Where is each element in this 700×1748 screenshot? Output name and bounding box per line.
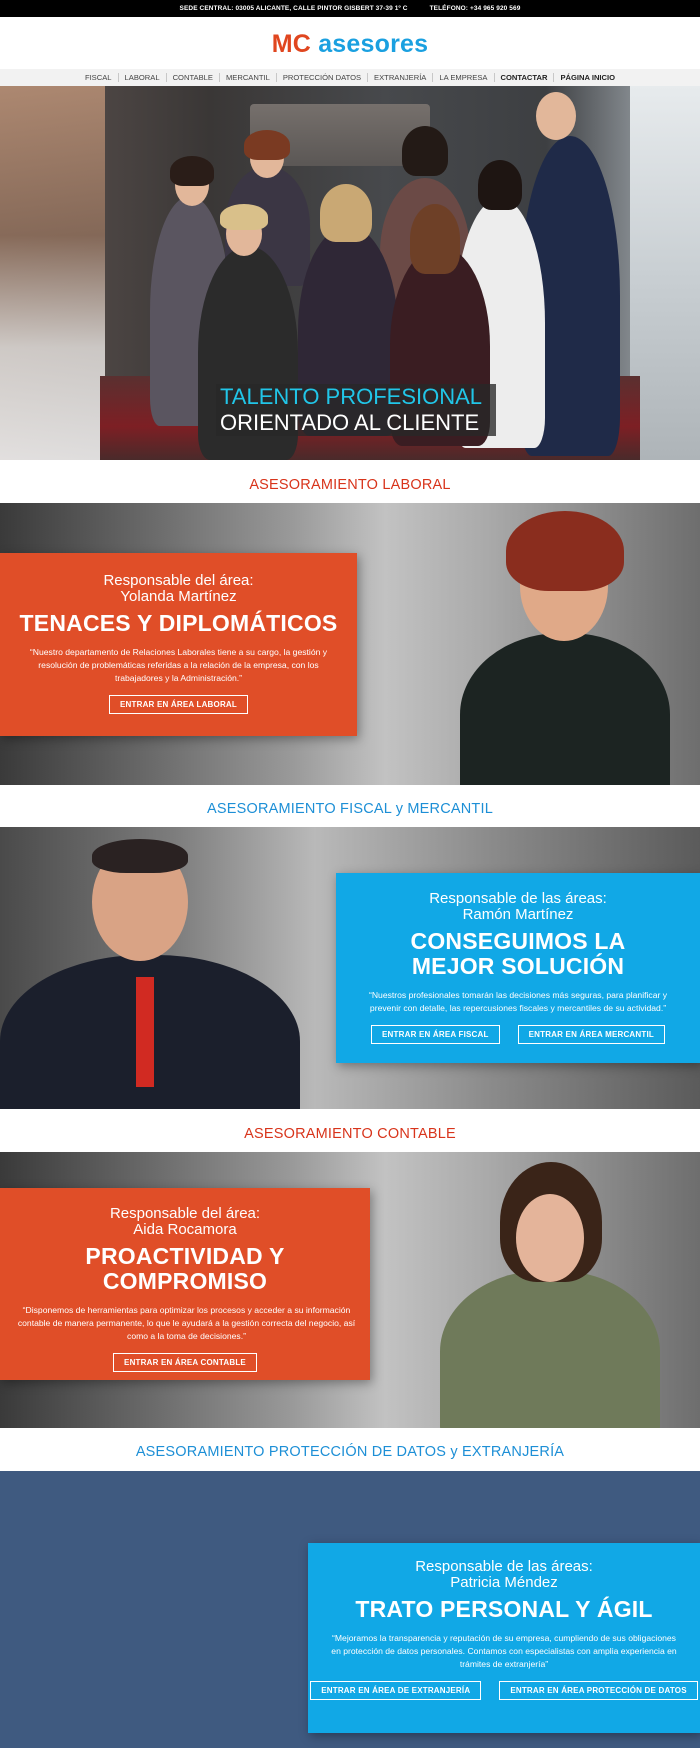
section-title-proteccion-extranjeria: ASESORAMIENTO PROTECCIÓN DE DATOS y EXTRANJERÍA <box>135 1444 565 1460</box>
band-fiscal-mercantil <box>0 827 700 1109</box>
card-responsible-name: Aida Rocamora <box>133 1221 237 1238</box>
portrait-tie <box>136 977 154 1087</box>
card-responsible-name: Yolanda Martínez <box>120 588 237 605</box>
portrait-yolanda <box>440 503 700 785</box>
person-hair <box>244 130 290 160</box>
band-contable <box>0 1152 700 1428</box>
portrait-hair <box>506 511 624 591</box>
person-head <box>536 92 576 140</box>
logo[interactable] <box>0 30 700 59</box>
hero-left-wall <box>0 86 105 460</box>
nav-item-laboral[interactable]: LABORAL <box>118 73 166 82</box>
main-nav <box>0 69 700 86</box>
card-responsible-label: Responsable del área: <box>103 572 254 589</box>
hero-caption-line-2: ORIENTADO AL CLIENTE <box>216 410 496 436</box>
hero-right-wall <box>630 86 700 460</box>
enter-laboral-button[interactable]: ENTRAR EN ÁREA LABORAL <box>109 695 248 714</box>
card-laboral <box>0 553 357 736</box>
nav-item-mercantil[interactable]: MERCANTIL <box>219 73 276 82</box>
nav-item-la-empresa[interactable]: LA EMPRESA <box>432 73 493 82</box>
card-proteccion-extranjeria <box>308 1543 700 1733</box>
card-responsible-name: Ramón Martínez <box>462 906 574 923</box>
nav-item-contable[interactable]: CONTABLE <box>166 73 219 82</box>
card-responsible-label: Responsable del área: <box>109 1205 261 1222</box>
hero-team-photo <box>0 86 700 460</box>
card-headline: TRATO PERSONAL Y ÁGIL <box>355 1596 653 1622</box>
enter-mercantil-button[interactable]: ENTRAR EN ÁREA MERCANTIL <box>518 1025 665 1044</box>
card-headline: TENACES Y DIPLOMÁTICOS <box>19 610 338 636</box>
logo-mc: MC <box>271 30 312 58</box>
band-proteccion-extranjeria <box>0 1471 700 1748</box>
phone-text[interactable]: TELÉFONO: +34 965 920 569 <box>429 5 521 12</box>
hero-caption <box>216 384 496 436</box>
card-quote: “Nuestros profesionales tomarán las decisiones más seguras, para planificar y prevenir con detalle, las repercusiones fiscales y mercantiles de su actividad.” <box>368 990 668 1013</box>
portrait-body <box>440 1270 660 1428</box>
nav-item-fiscal[interactable]: FISCAL <box>84 73 112 82</box>
card-responsible-name: Patricia Méndez <box>450 1574 558 1591</box>
portrait-hair <box>92 839 188 873</box>
address-text: SEDE CENTRAL: 03005 ALICANTE, CALLE PINTOR GISBERT 37-39 1º C <box>179 5 408 12</box>
card-quote: “Mejoramos la transparencia y reputación de su empresa, cumpliendo de sus obligaciones en protección de datos personales. Contamos con especialistas con amplia experiencia en trámites de extranjería” <box>331 1633 677 1669</box>
top-info-bar <box>0 0 700 17</box>
section-title-contable: ASESORAMIENTO CONTABLE <box>244 1126 456 1142</box>
nav-item-extranjeria[interactable]: EXTRANJERÍA <box>367 73 432 82</box>
person-hair <box>170 156 214 186</box>
portrait-aida <box>430 1152 700 1428</box>
logo-asesores: asesores <box>318 30 429 58</box>
card-fiscal-mercantil <box>336 873 700 1063</box>
enter-contable-button[interactable]: ENTRAR EN ÁREA CONTABLE <box>113 1353 257 1372</box>
nav-item-contactar[interactable]: CONTACTAR <box>494 73 554 82</box>
card-headline: CONSEGUIMOS LA MEJOR SOLUCIÓN <box>410 928 626 979</box>
card-responsible-label: Responsable de las áreas: <box>415 1558 593 1575</box>
person-hair <box>220 204 268 230</box>
portrait-ramon <box>0 827 320 1109</box>
person-hair <box>410 204 460 274</box>
card-quote: “Disponemos de herramientas para optimizar los procesos y acceder a su información contable de manera permanente, lo que le ayudará a la gestión correcta del negocio, así como a la toma de decisiones.” <box>17 1305 356 1341</box>
card-quote: “Nuestro departamento de Relaciones Laborales tiene a su cargo, la gestión y resolución de problemáticas referidas a la relación de la empresa, con los trabajadores y la Administración.” <box>29 647 328 683</box>
person-hair <box>320 184 372 242</box>
section-title-laboral: ASESORAMIENTO LABORAL <box>249 477 451 493</box>
hero-caption-line-1: TALENTO PROFESIONAL <box>216 384 496 410</box>
enter-proteccion-datos-button[interactable]: ENTRAR EN ÁREA PROTECCIÓN DE DATOS <box>499 1681 697 1700</box>
card-headline: PROACTIVIDAD Y COMPROMISO <box>85 1243 285 1294</box>
card-contable <box>0 1188 370 1380</box>
card-responsible-label: Responsable de las áreas: <box>429 890 607 907</box>
enter-extranjeria-button[interactable]: ENTRAR EN ÁREA DE EXTRANJERÍA <box>310 1681 481 1700</box>
portrait-face <box>516 1194 584 1282</box>
person-hair <box>478 160 522 210</box>
portrait-body <box>460 633 670 785</box>
nav-item-proteccion-datos[interactable]: PROTECCIÓN DATOS <box>276 73 367 82</box>
nav-item-pagina-inicio[interactable]: PÁGINA INICIO <box>553 73 621 82</box>
band-laboral <box>0 503 700 785</box>
section-title-fiscal-mercantil: ASESORAMIENTO FISCAL y MERCANTIL <box>207 801 493 817</box>
person-hair <box>402 126 448 176</box>
enter-fiscal-button[interactable]: ENTRAR EN ÁREA FISCAL <box>371 1025 500 1044</box>
